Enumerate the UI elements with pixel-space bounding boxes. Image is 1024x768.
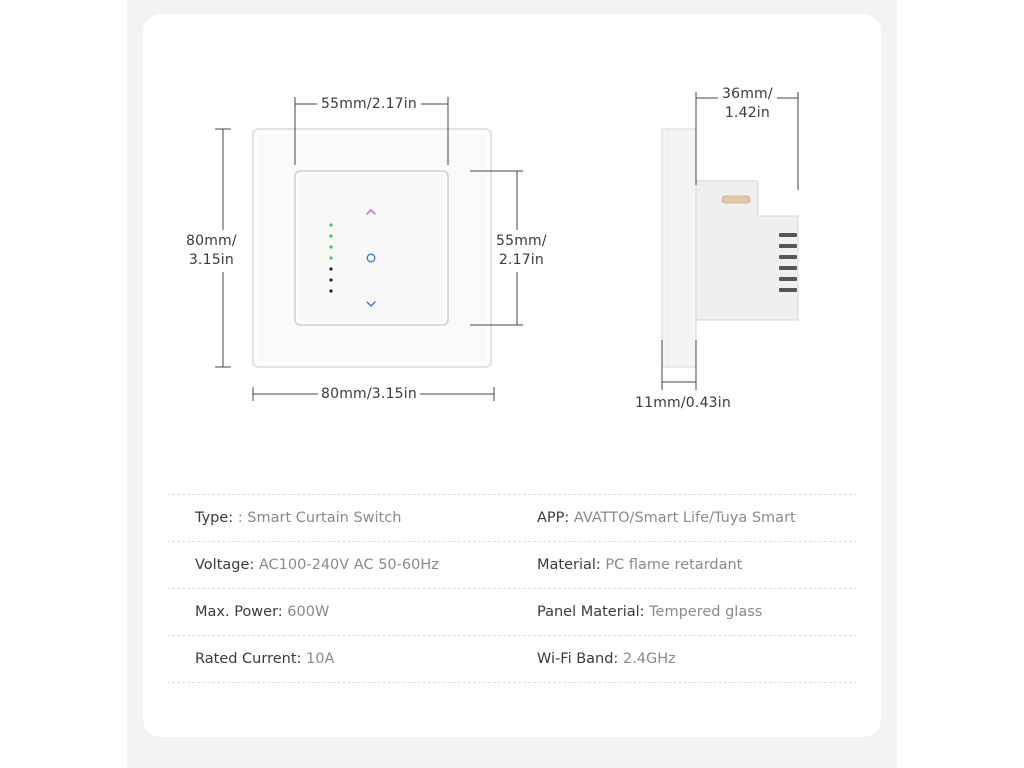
module-height-label xyxy=(494,230,549,272)
spec-key: Material: xyxy=(537,557,601,573)
spec-material xyxy=(509,557,851,573)
touch-module xyxy=(295,171,448,325)
spec-key: Panel Material: xyxy=(537,604,645,620)
spec-max-power xyxy=(167,604,509,620)
spec-wifi-band xyxy=(509,651,851,667)
depth-line1: 36mm/ xyxy=(722,86,773,102)
module-height-line1: 55mm/ xyxy=(496,233,547,249)
spec-value: 10A xyxy=(306,651,335,667)
spec-value: AVATTO/Smart Life/Tuya Smart xyxy=(573,510,796,526)
spec-rated-current xyxy=(167,651,509,667)
spec-panel-material xyxy=(509,604,851,620)
spec-key: APP: xyxy=(537,510,570,526)
spec-row xyxy=(167,541,857,588)
spec-key: Voltage: xyxy=(195,557,255,573)
led-off-dot xyxy=(329,278,332,281)
depth-line2: 1.42in xyxy=(724,105,770,121)
led-on-dot xyxy=(329,245,332,248)
spec-value: 2.4GHz xyxy=(622,651,676,667)
led-on-dot xyxy=(329,234,332,237)
spec-row xyxy=(167,635,857,683)
front-view xyxy=(215,97,523,401)
spec-value: 600W xyxy=(287,604,330,620)
panel-width-label: 80mm/3.15in xyxy=(318,385,420,404)
spec-key: Rated Current: xyxy=(195,651,302,667)
spec-key: Max. Power: xyxy=(195,604,283,620)
side-view xyxy=(662,92,798,390)
front-width-label: 55mm/2.17in xyxy=(317,95,421,114)
spec-row xyxy=(167,588,857,635)
led-on-dot xyxy=(329,223,332,226)
led-off-dot xyxy=(329,267,332,270)
spec-voltage xyxy=(167,557,509,573)
spec-row xyxy=(167,494,857,541)
spec-value: : Smart Curtain Switch xyxy=(237,510,402,526)
spec-app xyxy=(509,510,851,526)
front-height-label xyxy=(184,230,239,272)
spec-value: Tempered glass xyxy=(649,604,763,620)
front-height-line2: 3.15in xyxy=(188,252,234,268)
spec-value: AC100-240V AC 50-60Hz xyxy=(258,557,439,573)
spec-type xyxy=(167,510,509,526)
spec-table xyxy=(167,494,857,683)
spec-value: PC flame retardant xyxy=(605,557,743,573)
led-off-dot xyxy=(329,289,332,292)
depth-label xyxy=(718,85,777,123)
spec-key: Wi-Fi Band: xyxy=(537,651,619,667)
front-height-line1: 80mm/ xyxy=(186,233,237,249)
spec-key: Type: xyxy=(195,510,234,526)
module-height-line2: 2.17in xyxy=(498,252,544,268)
side-glass-plate xyxy=(662,129,696,367)
glass-thickness-label: 11mm/0.43in xyxy=(635,395,731,411)
led-on-dot xyxy=(329,256,332,259)
